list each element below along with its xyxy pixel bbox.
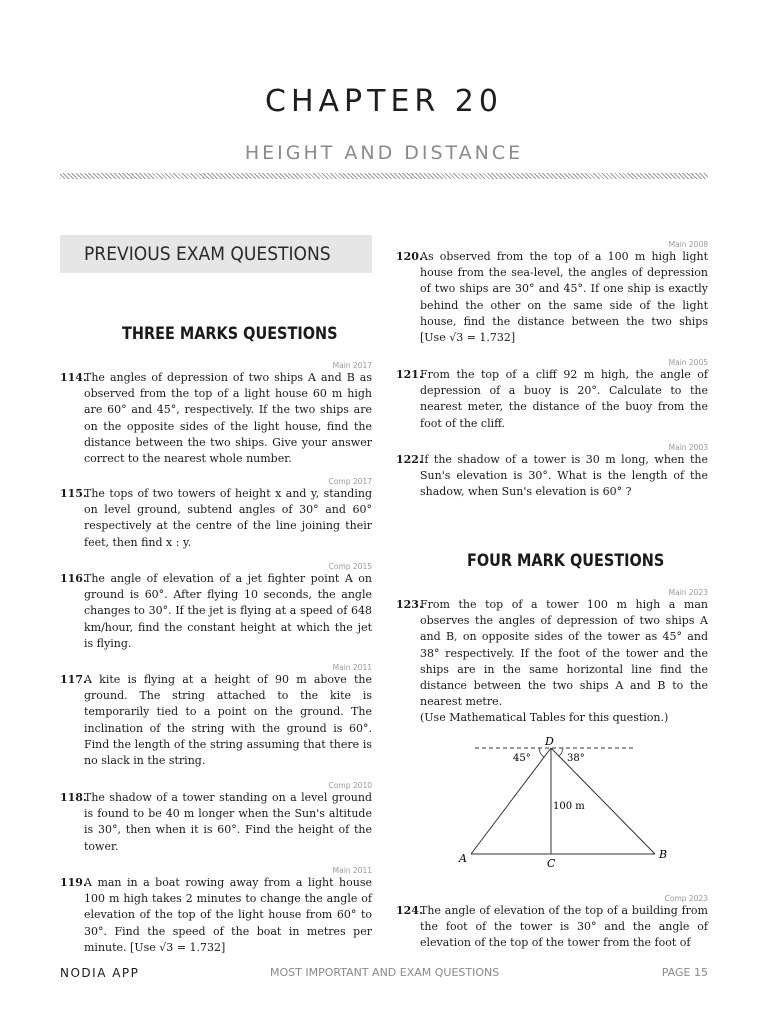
angle-label-left: 45° bbox=[513, 753, 531, 764]
question-source: Main 2011 bbox=[332, 663, 372, 672]
question-number: 121. bbox=[396, 368, 423, 381]
question-number: 122. bbox=[396, 453, 423, 466]
question-text: The angle of elevation of the top of a building from the foot of the tower is 30° and the angle of elevation of the top of the tower from the foot of bbox=[420, 904, 708, 950]
angle-arc-right bbox=[559, 748, 563, 756]
question-note: (Use Mathematical Tables for this question.) bbox=[420, 711, 669, 725]
question-117 bbox=[60, 663, 372, 769]
question-source: Main 2005 bbox=[668, 358, 708, 367]
question-source: Comp 2015 bbox=[328, 562, 372, 571]
section-banner bbox=[60, 235, 372, 273]
question-121 bbox=[396, 358, 708, 432]
question-text: If the shadow of a tower is 30 m long, when the Sun's elevation is 30°. What is the length of the shadow, when Sun's elevation is 60° ? bbox=[420, 453, 708, 499]
three-marks-heading: THREE MARKS QUESTIONS bbox=[122, 324, 338, 344]
question-120 bbox=[396, 240, 708, 346]
question-number: 118. bbox=[60, 791, 87, 804]
question-118 bbox=[60, 781, 372, 855]
footer-brand: NODIA APP bbox=[60, 966, 140, 980]
question-122 bbox=[396, 443, 708, 501]
footer-title: MOST IMPORTANT AND EXAM QUESTIONS bbox=[270, 966, 500, 979]
question-124 bbox=[396, 894, 708, 952]
question-source: Main 2011 bbox=[332, 866, 372, 875]
question-text: From the top of a cliff 92 m high, the angle of depression of a buoy is 20°. Calculate to the nearest meter, the distance of the buoy from the foot of the cliff. bbox=[420, 368, 708, 430]
question-source: Comp 2017 bbox=[328, 477, 372, 486]
question-text: From the top of a tower 100 m high a man observes the angles of depression of two ships A and B, on opposite sides of the tower as 45° and 38° respectively. If the foot of the tower and the ships are in the same horizontal line find the distance between the two ships A and B to the nearest metre. bbox=[420, 598, 708, 709]
line-da bbox=[471, 748, 551, 854]
label-b: B bbox=[659, 848, 668, 861]
chapter-title: CHAPTER 20 bbox=[265, 84, 503, 119]
question-text: The angle of elevation of a jet fighter point A on ground is 60°. After flying 10 seconds, the angle changes to 30°. If the jet is flying at a speed of 648 km/hour, find the constant height at which the jet is flying. bbox=[84, 572, 372, 650]
label-a: A bbox=[459, 852, 467, 865]
question-text: The angles of depression of two ships A and B as observed from the top of a light house 60 m high are 60° and 45°, respectively. If the two ships are on the opposite sides of the light house, find the distance between the two ships. Give your answer correct to the nearest whole number. bbox=[84, 371, 372, 466]
question-text: As observed from the top of a 100 m high light house from the sea-level, the angles of depression of two ships are 30° and 45°. If one ship is exactly behind the other on the same side of the light house, find the distance between the two ships [Use √3 = 1.732] bbox=[420, 250, 708, 345]
question-text: The shadow of a tower standing on a level ground is found to be 40 m longer when the Sun's altitude is 30°, then when it is 60°. Find the height of the tower. bbox=[84, 791, 372, 853]
height-label: 100 m bbox=[553, 801, 585, 812]
question-number: 119. bbox=[60, 876, 87, 889]
footer-page-number: PAGE 15 bbox=[661, 966, 708, 979]
question-source: Main 2023 bbox=[668, 588, 708, 597]
question-number: 115. bbox=[60, 487, 87, 500]
question-123 bbox=[396, 588, 708, 727]
question-number: 124. bbox=[396, 904, 423, 917]
question-number: 120. bbox=[396, 250, 423, 263]
angle-label-right: 38° bbox=[567, 753, 585, 764]
question-119 bbox=[60, 866, 372, 956]
question-source: Comp 2023 bbox=[664, 894, 708, 903]
question-number: 123. bbox=[396, 598, 423, 611]
question-text: The tops of two towers of height x and y, standing on level ground, subtend angles of 30° and 60° respectively at the centre of the line joining their feet, then find x : y. bbox=[84, 487, 372, 549]
question-116 bbox=[60, 562, 372, 652]
header-divider bbox=[60, 173, 708, 179]
question-number: 114. bbox=[60, 371, 87, 384]
question-source: Comp 2010 bbox=[328, 781, 372, 790]
question-source: Main 2003 bbox=[668, 443, 708, 452]
question-source: Main 2008 bbox=[668, 240, 708, 249]
tower-ships-diagram bbox=[455, 734, 695, 874]
question-source: Main 2017 bbox=[332, 361, 372, 370]
chapter-subtitle: HEIGHT AND DISTANCE bbox=[244, 142, 524, 164]
four-marks-heading: FOUR MARK QUESTIONS bbox=[467, 551, 665, 571]
label-d: D bbox=[545, 735, 554, 748]
question-number: 117. bbox=[60, 673, 87, 686]
question-text: A man in a boat rowing away from a light house 100 m high takes 2 minutes to change the angle of elevation of the top of the light house from 60° to 30°. Find the speed of the boat in metres per minute. [Use √3 = 1.732] bbox=[84, 876, 372, 954]
question-text: A kite is flying at a height of 90 m above the ground. The string attached to the kite is temporarily tied to a point on the ground. The inclination of the string with the ground is 60°. Find the length of the string assuming that there is no slack in the string. bbox=[84, 673, 372, 768]
question-114 bbox=[60, 361, 372, 467]
label-c: C bbox=[547, 857, 556, 870]
banner-title: PREVIOUS EXAM QUESTIONS bbox=[84, 243, 331, 265]
question-number: 116. bbox=[60, 572, 87, 585]
question-115 bbox=[60, 477, 372, 551]
angle-arc-left bbox=[539, 748, 544, 757]
